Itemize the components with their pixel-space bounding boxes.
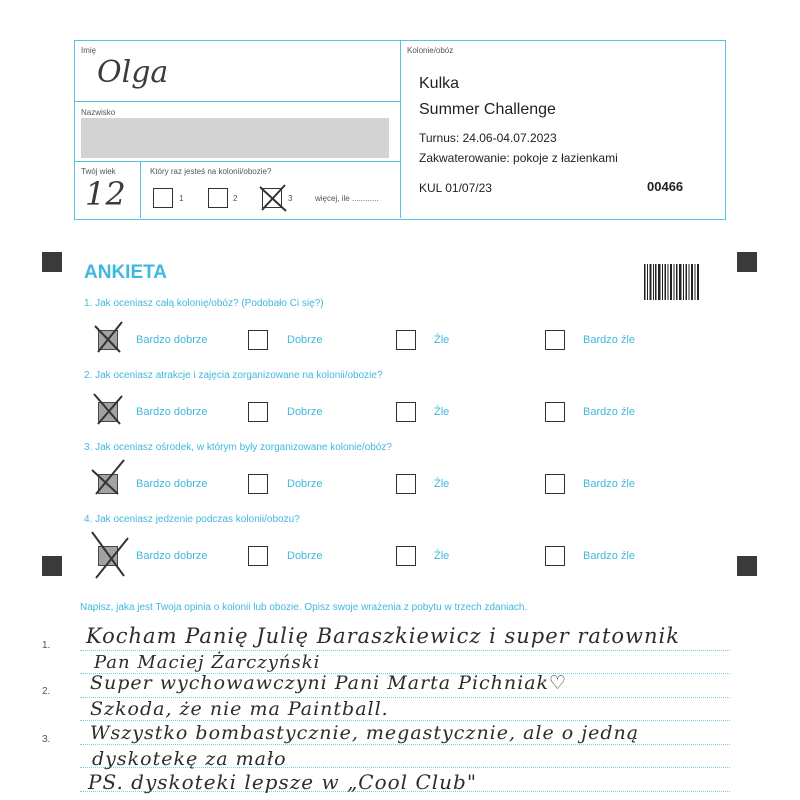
registration-marker [737, 252, 757, 272]
times-more: więcej, ile ............ [315, 194, 379, 203]
accommodation: Zakwaterowanie: pokoje z łazienkami [419, 151, 618, 165]
times-checkbox-1[interactable] [153, 188, 173, 208]
answer-checkbox-bardzo-zle[interactable] [545, 402, 565, 422]
option-label: Źle [434, 550, 450, 562]
opinion-text-line: dyskotekę za mało [92, 748, 287, 770]
line-number: 2. [42, 686, 51, 697]
answer-checkbox-bardzo-zle[interactable] [545, 330, 565, 350]
times-option-2: 2 [233, 194, 238, 203]
answer-checkbox-zle[interactable] [396, 330, 416, 350]
opinion-text-line: PS. dyskoteki lepsze w „Cool Club" [88, 770, 478, 794]
row-divider [75, 101, 400, 102]
camp-name-1: Kulka [419, 75, 460, 92]
answer-checkbox-zle[interactable] [396, 546, 416, 566]
answer-checkbox-bardzo-zle[interactable] [545, 546, 565, 566]
times-check-mark [258, 183, 288, 213]
question-text: 4. Jak oceniasz jedzenie podczas kolonii/obozu? [84, 514, 300, 525]
option-label: Bardzo źle [583, 478, 635, 490]
times-checkbox-2[interactable] [208, 188, 228, 208]
registration-marker [737, 556, 757, 576]
opinion-prompt: Napisz, jaka jest Twoja opinia o kolonii lub obozie. Opisz swoje wrażenia z pobytu w trzech zdaniach. [80, 602, 528, 613]
answer-checkbox-dobrze[interactable] [248, 402, 268, 422]
opinion-text-line: Pan Maciej Żarczyński [94, 652, 321, 673]
opinion-text-line: Szkoda, że nie ma Paintball. [90, 698, 389, 720]
camp-code: KUL 01/07/23 [419, 181, 492, 195]
line-number: 3. [42, 734, 51, 745]
option-label: Dobrze [287, 478, 323, 490]
option-label: Źle [434, 478, 450, 490]
registration-marker [42, 252, 62, 272]
age-label: Twój wiek [81, 167, 116, 176]
option-label: Bardzo dobrze [136, 406, 208, 418]
name-value: Olga [97, 55, 169, 90]
form-number: 00466 [647, 179, 684, 194]
option-label: Dobrze [287, 334, 323, 346]
answer-check-mark [84, 524, 132, 580]
opinion-text-line: Wszystko bombastycznie, megastycznie, ale o jedną [90, 722, 640, 744]
line-number: 1. [42, 640, 51, 651]
answer-check-mark [92, 320, 126, 354]
row-divider [75, 161, 400, 162]
answer-check-mark [86, 456, 126, 496]
answer-checkbox-dobrze[interactable] [248, 330, 268, 350]
surname-redacted [81, 118, 389, 158]
option-label: Dobrze [287, 550, 323, 562]
answer-line [80, 720, 730, 721]
option-label: Bardzo dobrze [136, 478, 208, 490]
age-divider [140, 161, 141, 218]
camp-label: Kolonie/obóz [407, 46, 454, 55]
header-form [74, 40, 726, 220]
option-label: Bardzo dobrze [136, 334, 208, 346]
name-label: Imię [81, 46, 97, 55]
barcode [644, 264, 700, 300]
answer-checkbox-bardzo-zle[interactable] [545, 474, 565, 494]
opinion-text-line: Super wychowawczyni Pani Marta Pichniak♡ [90, 672, 568, 694]
answer-check-mark [90, 390, 126, 426]
answer-line [80, 744, 730, 745]
option-label: Bardzo źle [583, 550, 635, 562]
age-value: 12 [85, 175, 126, 213]
surname-label: Nazwisko [81, 108, 116, 117]
question-text: 2. Jak oceniasz atrakcje i zajęcia zorganizowane na kolonii/obozie? [84, 370, 383, 381]
times-label: Który raz jesteś na kolonii/obozie? [150, 167, 272, 176]
camp-name-2: Summer Challenge [419, 101, 556, 118]
answer-checkbox-dobrze[interactable] [248, 546, 268, 566]
answer-checkbox-zle[interactable] [396, 402, 416, 422]
answer-line [80, 650, 730, 651]
option-label: Źle [434, 406, 450, 418]
option-label: Źle [434, 334, 450, 346]
header-divider [400, 41, 401, 218]
question-text: 3. Jak oceniasz ośrodek, w którym były zorganizowane kolonie/obóz? [84, 442, 392, 453]
option-label: Bardzo dobrze [136, 550, 208, 562]
registration-marker [42, 556, 62, 576]
opinion-text-line: Kocham Panię Julię Baraszkiewicz i super ratownik [86, 624, 680, 648]
turnus: Turnus: 24.06-04.07.2023 [419, 131, 557, 145]
survey-title: ANKIETA [84, 262, 168, 283]
times-option-3: 3 [288, 194, 293, 203]
option-label: Bardzo źle [583, 406, 635, 418]
option-label: Dobrze [287, 406, 323, 418]
question-text: 1. Jak oceniasz całą kolonię/obóz? (Podobało Ci się?) [84, 298, 324, 309]
answer-checkbox-zle[interactable] [396, 474, 416, 494]
answer-checkbox-dobrze[interactable] [248, 474, 268, 494]
times-option-1: 1 [179, 194, 184, 203]
option-label: Bardzo źle [583, 334, 635, 346]
